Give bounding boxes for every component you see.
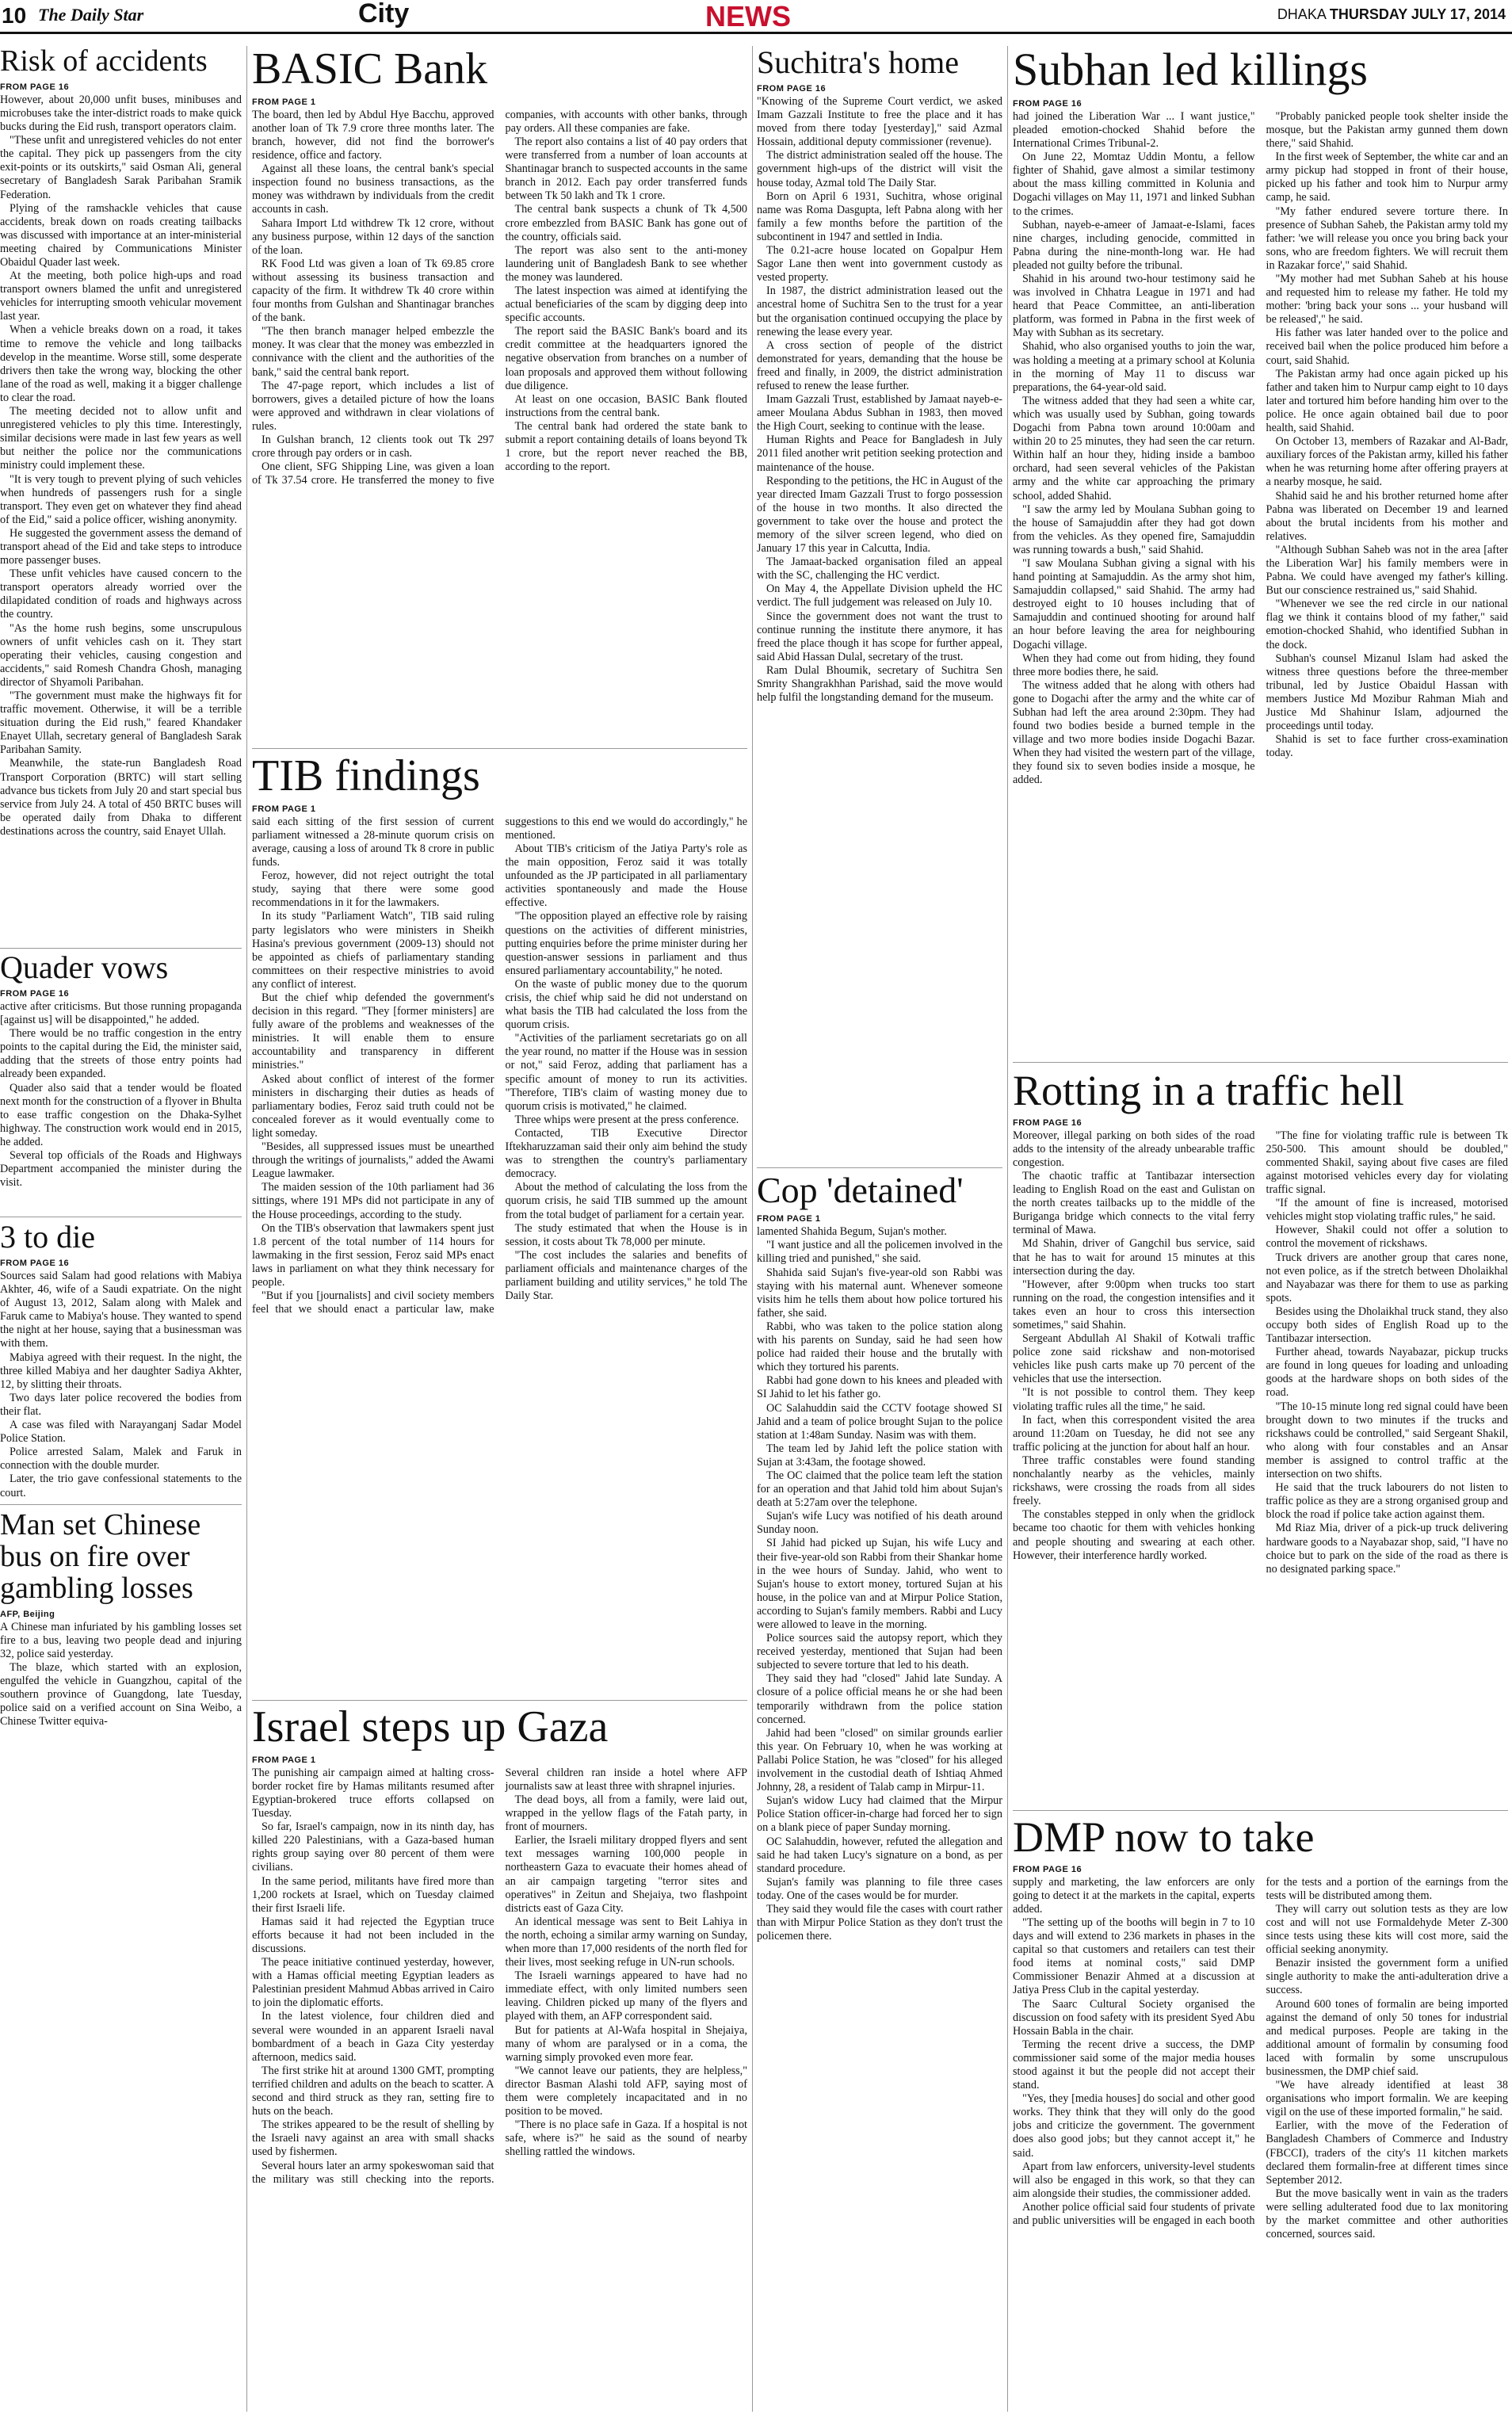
paragraph: Police sources said the autopsy report, which they received yesterday, mentioned that Sujan had been subjected to severe torture that led to his death. (757, 1632, 1002, 1672)
paragraph: SI Jahid had picked up Sujan, his wife Lucy and their five-year-old son Rabbi from their Shankar home in the wee hours of Sunday. Jahid, who went to Sujan's house to extort money, tortured Sujan at his house, in the police van and at Mirpur Police Station, according to Sujan's family members. Rabbi and Lucy were allowed to leave in the morning. (757, 1537, 1002, 1632)
paragraph: When they had come out from hiding, they found three more bodies there, he said. (1013, 651, 1255, 678)
paragraph: The strikes appeared to be the result of shelling by the Israeli navy against an area with small shacks used by fishermen. (252, 2118, 494, 2159)
paragraph: The 0.21-acre house located on Gopalpur Hem Sagor Lane then went into government custody as vested property. (757, 244, 1002, 285)
paragraph: "Besides, all suppressed issues must be unearthed through the writings of journalists," added the Awami League lawmaker. (252, 1140, 494, 1181)
paragraph: Contacted, TIB Executive Director Iftekharuzzaman said their only aim behind the study was to strengthen the country's parliamentary democracy. (505, 1126, 747, 1181)
paragraph: On June 22, Momtaz Uddin Montu, a fellow fighter of Shahid, gave almost a similar testimony about the mass killing committed in Kolunia and Dogachi villages on May 11, 1971 and linked Subhan to the crimes. (1013, 151, 1255, 218)
paragraph: They said they would file the cases with court rather than with Mirpur Police Station as they don't trust the policemen there. (757, 1902, 1002, 1943)
paragraph: Another police official said four students of private and public universities will be engaged in each booth for the tests and a portion of the earnings from the tests will be distributed among them. (1013, 1875, 1508, 2228)
article-body (0, 1000, 242, 1190)
paragraph: The punishing air campaign aimed at halting cross-border rocket fire by Hamas militants resumed after Egyptian-brokered truce efforts collapsed on Tuesday. (252, 1766, 494, 1820)
paragraph: Three traffic constables were found standing nonchalantly nearby as the vehicles, mainly rickshaws, were crossing the roads from all sides freely. (1013, 1453, 1255, 1508)
paragraph: On the TIB's observation that lawmakers spent just 1.8 percent of the total number of 114 hours for lawmaking in the first session, Feroz said MPs enact laws in parliament on what they think necessary for people. (252, 1221, 494, 1289)
paragraph: Around 600 tones of formalin are being imported against the demand of only 50 tones for industrial and medical purposes. People are taking in the additional amount of formalin by consuming food laced with formalin by some unscrupulous businessmen, the DMP chief said. (1266, 1997, 1508, 2078)
paragraph: The report was also sent to the anti-money laundering unit of Bangladesh Bank to see whether the money was laundered. (505, 243, 747, 284)
kicker: FROM PAGE 1 (252, 1755, 316, 1765)
paragraph: In the first week of September, the white car and an army pickup had stopped in front of their house, picked up his father and took him to Nurpur army camp, he said. (1266, 151, 1508, 204)
paragraph: "Yes, they [media houses] do social and other good works. They think that they will only do the good jobs and criticize the government. The government does also good jobs; but they cannot accept it," he said. (1013, 2092, 1255, 2160)
paragraph: A cross section of people of the district demonstrated for years, demanding that the house be freed and finally, in 2009, the district administration refused to renew the lease further. (757, 338, 1002, 392)
paragraph: Shahid, who also organised youths to join the war, was holding a meeting at a primary school at Kolunia in the morning of May 11 to discuss war preparations, the 64-year-old said. (1013, 340, 1255, 394)
headline: TIB findings (252, 753, 480, 800)
column-rule (1007, 46, 1008, 2412)
headline: Quader vows (0, 951, 169, 985)
paragraph: Md Riaz Mia, driver of a pick-up truck delivering hardware goods to a Nayabazar shop, said, "I have no choice but to park on the side of the road as there is no designated parking space." (1266, 1522, 1508, 1576)
paragraph: Born on April 6 1931, Suchitra, whose original name was Roma Dasgupta, left Pabna along with her family a few months before the partition of the subcontinent in 1947 and settled in India. (757, 189, 1002, 243)
paragraph: They said they had "closed" Jahid late Sunday. A closure of a police official means he or she had been temporarily withdrawn from the police station concerned. (757, 1672, 1002, 1726)
paragraph: These unfit vehicles have caused concern to the transport operators already worried over the dilapidated condition of roads and highways across the country. (0, 567, 242, 621)
kicker: FROM PAGE 1 (757, 1214, 821, 1224)
article-suchitras-home (757, 46, 1002, 1163)
article-body (1013, 1129, 1508, 1576)
paragraph: "We cannot leave our patients, they are helpless," director Basman Alashi told AFP, saying most of them were completely incapacitated and in no position to be moved. (505, 2064, 747, 2118)
paragraph: In the same period, militants have fired more than 1,200 rockets at Israel, which on Tuesday claimed their first Israeli life. (252, 1874, 494, 1915)
paragraph: They will carry out solution tests as they are low cost and will not use Formaldehyde Meter Z-300 since tests using these kits will cost more, said the official seeking anonymity. (1266, 1902, 1508, 1957)
paragraph: "As the home rush begins, some unscrupulous owners of unfit vehicles cash on it. They start operating their vehicles, causing congestion and accidents," said Romesh Chandra Ghosh, managing director of Shyamoli Paribahan. (0, 621, 242, 689)
paragraph: But the chief whip defended the government's decision in this regard. "They [former ministers] are fully aware of the problems and weaknesses of the ministries. It will enable them to ensure accountability and transparency in different ministries." (252, 991, 494, 1072)
paragraph: Three whips were present at the press conference. (514, 1113, 739, 1126)
headline: Cop 'detained' (757, 1171, 964, 1210)
paragraph: Truck drivers are another group that cares none, not even police, as if the stretch between Dholaikhal and Nayabazar was there for them to use as parking spots. (1266, 1251, 1508, 1304)
paragraph: An identical message was sent to Beit Lahiya in the north, echoing a similar army warning on Sunday, when more than 17,000 residents of the north fled for their lives, most seeking refuge in UN-run schools. (505, 1915, 747, 1969)
kicker: FROM PAGE 1 (252, 97, 316, 107)
paragraph: A Chinese man infuriated by his gambling losses set fire to a bus, leaving two people dead and injuring 32, police said yesterday. (0, 1620, 242, 1660)
paragraph: Moreover, illegal parking on both sides of the road adds to the intensity of the already unbearable traffic congestion. (1013, 1129, 1255, 1169)
paragraph: Since the government does not want the trust to continue running the institute there anymore, it has freed the place though it has scope for further appeal, said Abid Hassan Dulal, secretary of the trust. (757, 609, 1002, 663)
paragraph: "There is no place safe in Gaza. If a hospital is not safe, where is?" he said as the sound of nearby shelling rattled the windows. (505, 2118, 747, 2159)
headline: Subhan led killings (1013, 46, 1368, 95)
paragraph: At least on one occasion, BASIC Bank flouted instructions from the central bank. (505, 392, 747, 419)
article-body (252, 109, 747, 488)
article-body (0, 94, 242, 838)
paragraph: Against all these loans, the central bank's special inspection found no business transactions, as the money was withdrawn by individuals from the credit accounts in cash. (252, 162, 494, 216)
paragraph: The constables stepped in only when the gridlock became too chaotic for them with vehicles honking and people shouting and swearing at each other. However, their interference hardly worked. (1013, 1508, 1255, 1562)
kicker: FROM PAGE 1 (252, 804, 316, 814)
paragraph: In Gulshan branch, 12 clients took out Tk 297 crore through pay orders or in cash. (252, 434, 494, 460)
paragraph: "Probably panicked people took shelter inside the mosque, but the Pakistan army gunned them down there," said Shahid. (1266, 109, 1508, 151)
paragraph: The latest inspection was aimed at identifying the actual beneficiaries of the scam by digging deep into specific accounts. (505, 285, 747, 325)
kicker: FROM PAGE 16 (0, 989, 70, 999)
paragraph: Sujan's wife Lucy was notified of his death around Sunday noon. (757, 1510, 1002, 1537)
paragraph: Rabbi had gone down to his knees and pleaded with SI Jahid to let his father go. (757, 1374, 1002, 1401)
paragraph: Two days later police recovered the bodies from their flat. (0, 1391, 242, 1418)
paragraph: Mabiya agreed with their request. In the night, the three killed Mabiya and her daughter Sadiya Akhter, 12, by slitting their throats. (0, 1350, 242, 1391)
paragraph: had joined the Liberation War ... I want justice," pleaded emotion-chocked Shahid before the International Crimes Tribunal-2. (1013, 109, 1255, 151)
article-divider (1013, 1810, 1508, 1811)
paragraph: Sahara Import Ltd withdrew Tk 12 crore, without any business purpose, within 12 days of the sanction of the loan. (252, 216, 494, 257)
paragraph: Terming the recent drive a success, the DMP commissioner said some of the major media houses stood against it but the people did not accept their stand. (1013, 2038, 1255, 2092)
paragraph: Imam Gazzali Trust, established by Jamaat nayeb-e-ameer Moulana Abdus Subhan in 1983, then moved the High Court, seeking to continue with the lease. (757, 393, 1002, 434)
column-rule (246, 46, 247, 2412)
article-tib-findings (252, 753, 747, 1696)
paragraph: "If the amount of fine is increased, motorised vehicles might stop violating traffic rules," he said. (1266, 1197, 1508, 1224)
paragraph: "These unfit and unregistered vehicles do not enter the capital. They pick up passengers from the city exit-points or its outskirts," said Osman Ali, general secretary of Bangladesh Sarak Paribahan Sramik Federation. (0, 134, 242, 201)
news-label: NEWS (705, 0, 791, 32)
paragraph: However, about 20,000 unfit buses, minibuses and microbuses take the inter-district roads to make quick bucks during the Eid rush, transport operators claim. (0, 93, 242, 134)
paragraph: The central bank had ordered the state bank to submit a report containing details of loans beyond Tk 1 crore, but the report never reached the BB, according to the report. (505, 419, 747, 474)
paragraph: Apart from law enforcers, university-level students will also be engaged in this work, so that they can aim alongside their studies, the commissioner added. (1013, 2160, 1255, 2200)
dateline-city: DHAKA (1277, 6, 1326, 22)
paragraph: The Israeli warnings appeared to have had no immediate effect, with only limited numbers seen leaving. Children picked up many of the flyers and played with them, an AFP correspondent said. (505, 1969, 747, 2023)
paragraph: Shahid said he and his brother returned home after Pabna was liberated on December 19 and learned about the brutal incidents from his mother and relatives. (1266, 489, 1508, 543)
paragraph: "The cost includes the salaries and benefits of parliament officials and maintenance charges of the parliament building and utility services," he told The Daily Star. (505, 1248, 747, 1303)
paper-name: The Daily Star (38, 5, 144, 25)
paragraph: said each sitting of the first session of current parliament witnessed a 28-minute quorum crisis on average, causing a loss of around Tk 8 crore in public funds. (252, 815, 494, 869)
article-cop-detained (757, 1171, 1002, 2413)
article-quader-vows (0, 951, 242, 1213)
article-israel-gaza (252, 1704, 747, 2413)
article-divider (757, 1167, 1002, 1168)
article-basic-bank (252, 46, 747, 743)
paragraph: Shahida said Sujan's five-year-old son Rabbi was staying with his maternal aunt. Whenever someone visits him he tells them about how police tortured his father, she said. (757, 1266, 1002, 1320)
paragraph: "Activities of the parliament secretariats go on all the year round, no matter if the House was in session or not," said Feroz, adding that parliament has a specific amount of money to run its activities. "Therefore, TIB's claim of wasting money due to quorum crisis is motivated," he claimed. (505, 1032, 747, 1113)
headline: BASIC Bank (252, 46, 488, 94)
kicker: FROM PAGE 16 (0, 1259, 70, 1268)
paragraph: At the meeting, both police high-ups and road transport owners blamed the unfit and unregistered vehicles for interrupting smooth vehicular movement last year. (0, 269, 242, 323)
article-body (757, 95, 1002, 705)
paragraph: OC Salahuddin, however, refuted the allegation and said he had taken Lucy's signature on a bond, as per standard procedure. (757, 1835, 1002, 1875)
paragraph: But the move basically went in vain as the traders were selling adulterated food due to lax monitoring by the market committee and other authorities concerned, sources said. (1266, 2187, 1508, 2241)
paragraph: Earlier, with the move of the Federation of Bangladesh Chambers of Commerce and Industry (FBCCI), traders of the city's 11 kitchen markets declared them formalin-free at different times since September 2012. (1266, 2119, 1508, 2187)
paragraph: The 47-page report, which includes a list of borrowers, gives a detailed picture of how the loans were approved and withdrawn in clear violations of rules. (252, 379, 494, 433)
paragraph: Subhan, nayeb-e-ameer of Jamaat-e-Islami, faces nine charges, including genocide, committed in Pabna during the nine-month-long war. He had pleaded not guilty before the tribunal. (1013, 218, 1255, 272)
paragraph: Plying of the ramshackle vehicles that cause accidents, break down on roads creating tailbacks was discussed with importance at an inter-ministerial meeting chaired by Communications Minister Obaidul Quader last week. (0, 201, 242, 269)
paragraph: The study estimated that when the House is in session, it costs about Tk 78,000 per minute. (505, 1221, 747, 1248)
paragraph: Hamas said it had rejected the Egyptian truce efforts because it had not been included in the discussions. (252, 1915, 494, 1956)
paragraph: Subhan's counsel Mizanul Islam had asked the witness three questions before the three-member tribunal, led by Justice Obaidul Hassan with members Justice Md Mozibur Rahman Miah and Justice Md Shahinur Islam, adjourned the proceedings until today. (1266, 651, 1508, 733)
paragraph: Asked about conflict of interest of the former ministers in discharging their duties as heads of parliamentary bodies, Feroz said truth could not be concealed forever as it would eventually come to light someday. (252, 1072, 494, 1140)
paragraph: Sujan's widow Lucy had claimed that the Mirpur Police Station officer-in-charge had forced her to sign on a blank piece of paper Sunday morning. (757, 1794, 1002, 1835)
paragraph: Police arrested Salam, Malek and Faruk in connection with the double murder. (0, 1446, 242, 1473)
paragraph: But for patients at Al-Wafa hospital in Shejaiya, many of whom are paralysed or in a coma, the warning simply provoked even more fear. (505, 2023, 747, 2064)
headline: 3 to die (0, 1220, 95, 1255)
paragraph: active after criticisms. But those running propaganda [against us] will be disappointed," he added. (0, 1000, 242, 1027)
section-title: City (358, 0, 410, 29)
article-divider (1013, 1062, 1508, 1063)
article-divider (0, 1504, 242, 1505)
kicker: FROM PAGE 16 (0, 82, 70, 92)
kicker: FROM PAGE 16 (1013, 98, 1082, 109)
paragraph: One client, SFG Shipping Line, was given a loan of Tk 37.54 crore. He transferred the money to five companies, with accounts with other banks, through pay orders. All these companies are fake. (252, 108, 747, 487)
paragraph: Benazir insisted the government form a unified single authority to make the anti-adulteration drive a success. (1266, 1957, 1508, 1997)
paragraph: "It is not possible to control them. They keep violating traffic rules all the time," he said. (1013, 1386, 1255, 1413)
paragraph: The central bank suspects a chunk of Tk 4,500 crore embezzled from BASIC Bank has gone out of the country, officials said. (505, 203, 747, 243)
paragraph: Responding to the petitions, the HC in August of the year directed Imam Gazzali Trust to forgo possession of the house in two months. It also directed the government to take over the house and protect the memory of the silver screen legend, who died on January 17 this year in Calcutta, India. (757, 474, 1002, 556)
article-body (0, 1621, 242, 1729)
kicker: AFP, Beijing (0, 1609, 55, 1619)
paragraph: Later, the trio gave confessional statements to the court. (0, 1473, 242, 1498)
paragraph: He said that the truck labourers do not listen to traffic police as they are a strong organised group and block the road if police take action against them. (1266, 1481, 1508, 1522)
paragraph: In its study "Parliament Watch", TIB said ruling party legislators who were ministers in Sheikh Hasina's previous government (2009-13) should not be appointed as chiefs of parliamentary standing committees on their respective ministries to avoid any conflict of interest. (252, 910, 494, 991)
headline: Man set Chinese bus on fire over gambling losses (0, 1510, 201, 1605)
headline: Suchitra's home (757, 46, 959, 80)
paragraph: So far, Israel's campaign, now in its ninth day, has killed 220 Palestinians, with a Gaza-based human rights group saying over 80 percent of them were civilians. (252, 1820, 494, 1874)
paragraph: The meeting decided not to allow unfit and unregistered vehicles to ply this time. Interestingly, similar decisions were made in last few years as well but neither the police nor the communications ministry could implement these. (0, 405, 242, 472)
paragraph: Earlier, the Israeli military dropped flyers and sent text messages warning 100,000 people in northeastern Gaza to evacuate their homes ahead of an air campaign targeting "terror sites and operatives" in Zeitun and Shejaiya, two flashpoint districts east of Gaza City. (505, 1834, 747, 1915)
paragraph: Md Shahin, driver of Gangchil bus service, said that he has to wait for around 15 minutes at this intersection during the day. (1013, 1237, 1255, 1278)
paragraph: Quader also said that a tender would be floated next month for the construction of a flyover in Bhulta to ease traffic congestion on the Dhaka-Sylhet highway. The construction work would end in 2015, he added. (0, 1081, 242, 1148)
paragraph: There would be no traffic congestion in the entry points to the capital during the Eid, the minister said, adding that the streets of those entry points had already been expanded. (0, 1027, 242, 1081)
article-subhan-led-killings (1013, 46, 1508, 1056)
page-number: 10 (2, 3, 27, 28)
paragraph: The district administration sealed off the house. The government high-ups of the district will visit the house today, Azmal told The Daily Star. (757, 149, 1002, 189)
column-rule (752, 46, 753, 2412)
headline: Risk of accidents (0, 46, 208, 78)
paragraph: "Although Subhan Saheb was not in the area [after the Liberation War] his family members were in Pabna. We could have avenged my father's killing. But our conscience restrained us," said Shahid. (1266, 543, 1508, 598)
paragraph: Jahid had been "closed" on similar grounds earlier this year. On February 10, when he was working at Pallabi Police Station, he was "closed" for his alleged involvement in the custodial death of Ishtiaq Ahmed Johnny, 28, a resident of Talab camp in Mirpur-11. (757, 1726, 1002, 1794)
paragraph: Rabbi, who was taken to the police station along with his parents on Sunday, said he had seen how police had raided their house and the brutally with which they tortured his parents. (757, 1320, 1002, 1374)
paragraph: Meanwhile, the state-run Bangladesh Road Transport Corporation (BRTC) will start selling advance bus tickets from July 20 and start special bus service from July 24. A total of 450 BRTC buses will be operated daily from Dhaka to different destinations across the country, said Enayet Ullah. (0, 757, 242, 838)
paragraph: The Jamaat-backed organisation filed an appeal with the SC, challenging the HC verdict. (757, 556, 1002, 583)
paragraph: Several top officials of the Roads and Highways Department accompanied the minister during the visit. (0, 1149, 242, 1190)
article-3-to-die (0, 1220, 242, 1498)
paragraph: "It is very tough to prevent plying of such vehicles when hundreds of passengers rush for a single transport. They even get on whatever they find ahead of the Eid," said a police officer, wishing anonymity. (0, 472, 242, 526)
paragraph: "The setting up of the booths will begin in 7 to 10 days and will extend to 236 markets in phases in the capital so that customers and retailers can test their food items at nominal costs," said DMP Commissioner Benazir Ahmed at a discussion at Jatiya Press Club in the capital yesterday. (1013, 1916, 1255, 1997)
paragraph: The blaze, which started with an explosion, engulfed the vehicle in Guangzhou, capital of the southern province of Guangdong, late Tuesday, police said on a verified account on Sina Weibo, a Chinese Twitter equiva- (0, 1660, 242, 1729)
paragraph: Sergeant Abdullah Al Shakil of Kotwali traffic police zone said rickshaw and non-motorised vehicles like push carts make up 70 percent of the vehicles that use the intersection. (1013, 1332, 1255, 1386)
paragraph: "I saw Moulana Subhan giving a signal with his hand pointing at Samajuddin. As the army shot him, Samajuddin collapsed," said Shahid. The army had destroyed eight to 10 houses including that of Samajuddin and continued shooting for around half an hour before leaving the area for neighbouring Dogachi village. (1013, 556, 1255, 651)
paragraph: The OC claimed that the police team left the station for an operation and that Jahid told him about Sujan's death at 5:27am over the telephone. (757, 1469, 1002, 1510)
article-body (252, 816, 747, 1316)
paragraph: "The government must make the highways fit for traffic movement. Otherwise, it will be a terrible situation during the Eid rush," feared Khandaker Enayet Ullah, secretary general of Bangladesh Sarak Paribahan Samity. (0, 689, 242, 757)
paragraph: About the method of calculating the loss from the quorum crisis, he said TIB summed up the amount from the total budget of parliament for a certain year. (505, 1181, 747, 1221)
paragraph: Further ahead, towards Nayabazar, pickup trucks are found in long queues for loading and unloading goods at the hardware shops on both sides of the road. (1266, 1346, 1508, 1400)
paragraph: OC Salahuddin said the CCTV footage showed SI Jahid and a team of police brought Sujan to the police station at 1:48am Sunday. Nasim was with them. (757, 1401, 1002, 1442)
paragraph: "I saw the army led by Moulana Subhan going to the house of Samajuddin after they had got down from the vehicles. As they opened fire, Samajuddin was running towards a bush," said Shahid. (1013, 502, 1255, 556)
paragraph: The witness added that he along with others had gone to Dogachi after the army and the white car of Subhan had left the area around 2:30pm. They had found two bodies beside a burned temple in the village and two more bodies inside Dogachi Bazar. When they had visited the western part of the village, they found six to seven bodies inside a mosque, he added. (1013, 678, 1255, 787)
paragraph: lamented Shahida Begum, Sujan's mother. (757, 1225, 947, 1239)
kicker: FROM PAGE 16 (1013, 1864, 1082, 1874)
dateline (1277, 6, 1506, 23)
paragraph: "However, after 9:00pm when trucks too start running on the road, the congestion intensifies and it takes even an hour to cross this intersection sometimes," said Shahin. (1013, 1278, 1255, 1331)
article-chinese-bus (0, 1510, 242, 2413)
headline: DMP now to take (1013, 1815, 1315, 1861)
paragraph: "The fine for violating traffic rule is between Tk 250-500. This amount should be doubled," commented Shakil, saying about five cases are filed against motorised vehicles every day for violating traffic signal. (1266, 1129, 1508, 1197)
paragraph: "The 10-15 minute long red signal could have been brought down to two minutes if the trucks and rickshaws could be controlled," said Sergeant Shakil, who along with four constables and an Ansar member is assigned to control traffic at the intersection on two shifts. (1266, 1400, 1508, 1481)
paragraph: "My father endured severe torture there. In presence of Subhan Saheb, the Pakistan army told my father: 'we will release you once you bring back your sons, who are freedom fighters. We will recruit them in Razakar force'," said Shahid. (1266, 204, 1508, 272)
dateline-date: THURSDAY JULY 17, 2014 (1329, 6, 1506, 22)
paragraph: The Pakistan army had once again picked up his father and taken him to Nurpur camp eight to 10 days later and tortured him before handing him over to the police. He once again obtained bail due to poor health, said Shahid. (1266, 367, 1508, 435)
paragraph: The maiden session of the 10th parliament had 36 sittings, where 191 MPs did not participate in any of the House proceedings, according to the study. (252, 1181, 494, 1221)
paragraph: He suggested the government assess the demand of transport ahead of the Eid and take steps to introduce more passenger buses. (0, 526, 242, 567)
paragraph: On May 4, the Appellate Division upheld the HC verdict. The full judgement was released on July 10. (757, 583, 1002, 609)
headline: Israel steps up Gaza (252, 1704, 609, 1751)
article-dmp-now-to-take (1013, 1815, 1508, 2413)
kicker: FROM PAGE 16 (1013, 1117, 1082, 1128)
paragraph: The report said the BASIC Bank's board and its credit committee at the headquarters ignored the negative observation from branches on a number of loan proposals and approved them without following due diligence. (505, 325, 747, 392)
article-body (0, 1270, 242, 1498)
paragraph: Feroz, however, did not reject outright the total study, saying that there were some good recommendations in it for the lawmakers. (252, 869, 494, 910)
paragraph: The chaotic traffic at Tantibazar intersection leading to English Road on the east and Gulistan on the north creates tailbacks up to the middle of the Buriganga bridge which connects to the vital ferry terminal of Mawa. (1013, 1169, 1255, 1237)
paragraph: On October 13, members of Razakar and Al-Badr, auxiliary forces of the Pakistan army, killed his father when he was returning home after offering prayers at a nearby mosque, he said. (1266, 435, 1508, 489)
paragraph: In 1987, the district administration leased out the ancestral home of Suchitra Sen to the trust for a year but the organisation continued occupying the place by renewing the lease every year. (757, 285, 1002, 338)
article-divider (252, 748, 747, 749)
paragraph: On the waste of public money due to the quorum crisis, the chief whip said he did not understand on what basis the TIB had calculated the loss from the quorum crisis. (505, 977, 747, 1032)
kicker: FROM PAGE 16 (757, 84, 827, 94)
headline: Rotting in a traffic hell (1013, 1068, 1404, 1114)
paragraph: Several hours later an army spokeswoman said that the military was still checking into the reports. Several children ran inside a hotel where AFP journalists saw at least three with shrapnel injuries. (252, 1766, 747, 2186)
paragraph: Shahid in his around two-hour testimony said he was involved in Chhatra League in 1971 and had heard that Peace Committee, an anti-liberation platform, was formed in Pabna in the first week of May with Subhan as its secretary. (1013, 273, 1255, 340)
paragraph: The witness added that they had seen a white car, which was usually used by Subhan, going towards Dogachi from Pabna town around 10:00am and within 20 to 25 minutes, they had seen the car return. Within half an hour they, hiding inside a bamboo orchard, had seen several vehicles of the Pakistan army and the white car approaching the primary school, added Shahid. (1013, 394, 1255, 502)
paragraph: Shahid is set to face further cross-examination today. (1266, 733, 1508, 760)
paragraph: The peace initiative continued yesterday, however, with a Hamas official meeting Egyptian leaders as Palestinian president Mahmud Abbas arrived in Cairo to join the diplomatic efforts. (252, 1956, 494, 2010)
paragraph: His father was later handed over to the police and received bail when the police produced him before a court, said Shahid. (1266, 327, 1508, 367)
paragraph: Sujan's family was planning to file three cases today. One of the cases would be for murder. (757, 1875, 1002, 1902)
paragraph: "The then branch manager helped embezzle the money. It was clear that the money was embezzled in connivance with the client and the authorities of the bank," said the central bank report. (252, 325, 494, 379)
paragraph: "Whenever we see the red circle in our national flag we think it contains blood of my father," said emotion-chocked Shahid, who identified Subhan in the dock. (1266, 598, 1508, 651)
paragraph: The team led by Jahid left the police station with Sujan at 3:43am, the footage showed. (757, 1442, 1002, 1469)
paragraph: "My mother had met Subhan Saheb at his house and requested him to release my father. He told my mother: 'bring back your sons ... your husband will be released'," he said. (1266, 273, 1508, 327)
paragraph: The first strike hit at around 1300 GMT, prompting terrified children and adults on the beach to scatter. A second and third struck as they ran, setting fire to huts on the beach. (252, 2064, 494, 2118)
paragraph: "We have already identified at least 38 organisations who import formalin. We are keeping vigil on the use of these imported formalin," he said. (1266, 2079, 1508, 2119)
paragraph: In fact, when this correspondent visited the area around 11:20am on Tuesday, he did not see any traffic policing at the junction for about half an hour. (1013, 1413, 1255, 1453)
paragraph: "But if you [journalists] and civil society members feel that we should enact a particular law, make suggestions to this end we would do accordingly," he mentioned. (252, 815, 747, 1316)
article-body (757, 1225, 1002, 1943)
paragraph: In the latest violence, four children died and several were wounded in an apparent Israeli naval bombardment of a beach in Gaza City yesterday afternoon, medics said. (252, 2010, 494, 2064)
paragraph: Sources said Salam had good relations with Mabiya Akhter, 46, wife of a Saudi expatriate. On the night of August 13, 2012, Salam along with Malek and Faruk came to Mabiya's house. They wanted to spend the night at her house, saying that a businessman was with them. (0, 1270, 242, 1350)
article-divider (0, 948, 242, 949)
paragraph: Besides using the Dholaikhal truck stand, they also occupy both sides of English Road up to the Tantibazar intersection. (1266, 1304, 1508, 1346)
paragraph: However, Shakil could not offer a solution to control the movement of rickshaws. (1266, 1224, 1508, 1251)
paragraph: The Saarc Cultural Society organised the discussion on food safety with its president Syed Abu Hossain Babla in the chair. (1013, 1997, 1255, 2038)
paragraph: supply and marketing, the law enforcers are only going to detect it at the markets in the capital, experts added. (1013, 1875, 1255, 1916)
article-risk-of-accidents (0, 46, 242, 945)
paragraph: Ram Dulal Bhoumik, secretary of Suchitra Sen Smrity Shangrakhhan Parishad, said the move would help fulfil the longstanding demand for the museum. (757, 663, 1002, 705)
paragraph: RK Food Ltd was given a loan of Tk 69.85 crore without assessing its business transaction and capacity of the firm. It withdrew Tk 40 crore within four months from Gulshan and Shantinagar branches of the bank. (252, 257, 494, 325)
paragraph: The dead boys, all from a family, were laid out, wrapped in the yellow flags of the Fatah party, in front of mourners. (505, 1793, 747, 1834)
paragraph: The report also contains a list of 40 pay orders that were transferred from a number of loan accounts at Shantinagar branch to suspected accounts in the same branch in 2012. Each pay order transferred funds between Tk 50 lakh and Tk 1 crore. (505, 135, 747, 203)
masthead (0, 0, 1512, 34)
paragraph: "I want justice and all the policemen involved in the killing tried and punished," she said. (757, 1239, 1002, 1266)
article-divider (252, 1700, 747, 1701)
paragraph: "Knowing of the Supreme Court verdict, we asked Imam Gazzali Institute to free the place and it has moved from there today [yesterday]," said Azmal Hossain, additional deputy commissioner (revenue). (757, 95, 1002, 149)
paragraph: A case was filed with Narayanganj Sadar Model Police Station. (0, 1419, 242, 1446)
paragraph: The board, then led by Abdul Hye Bacchu, approved another loan of Tk 7.9 crore three months later. The branch, however, did not find the borrower's residence, office and factory. (252, 108, 494, 162)
article-body (252, 1767, 747, 2187)
article-body (1013, 110, 1508, 788)
paragraph: Human Rights and Peace for Bangladesh in July 2011 filed another writ petition seeking protection and maintenance of the house. (757, 434, 1002, 474)
article-traffic-hell (1013, 1068, 1508, 1807)
article-body (1013, 1876, 1508, 2242)
paragraph: About TIB's criticism of the Jatiya Party's role as the main opposition, Feroz said it was totally unfounded as the JP participated in all parliamentary activities spontaneously and made the House effective. (505, 842, 747, 910)
paragraph: "The opposition played an effective role by raising questions on the activities of different ministries, putting enquiries before the prime minister during her question-answer sessions in parliament and thus ensured parliamentary accountability," he noted. (505, 910, 747, 977)
paragraph: When a vehicle breaks down on a road, it takes time to remove the vehicle and long tailbacks develop in the meantime. Worse still, some desperate drivers then take the wrong way, blocking the other lane of the road as well, making it a bigger challenge to clear the road. (0, 323, 242, 404)
